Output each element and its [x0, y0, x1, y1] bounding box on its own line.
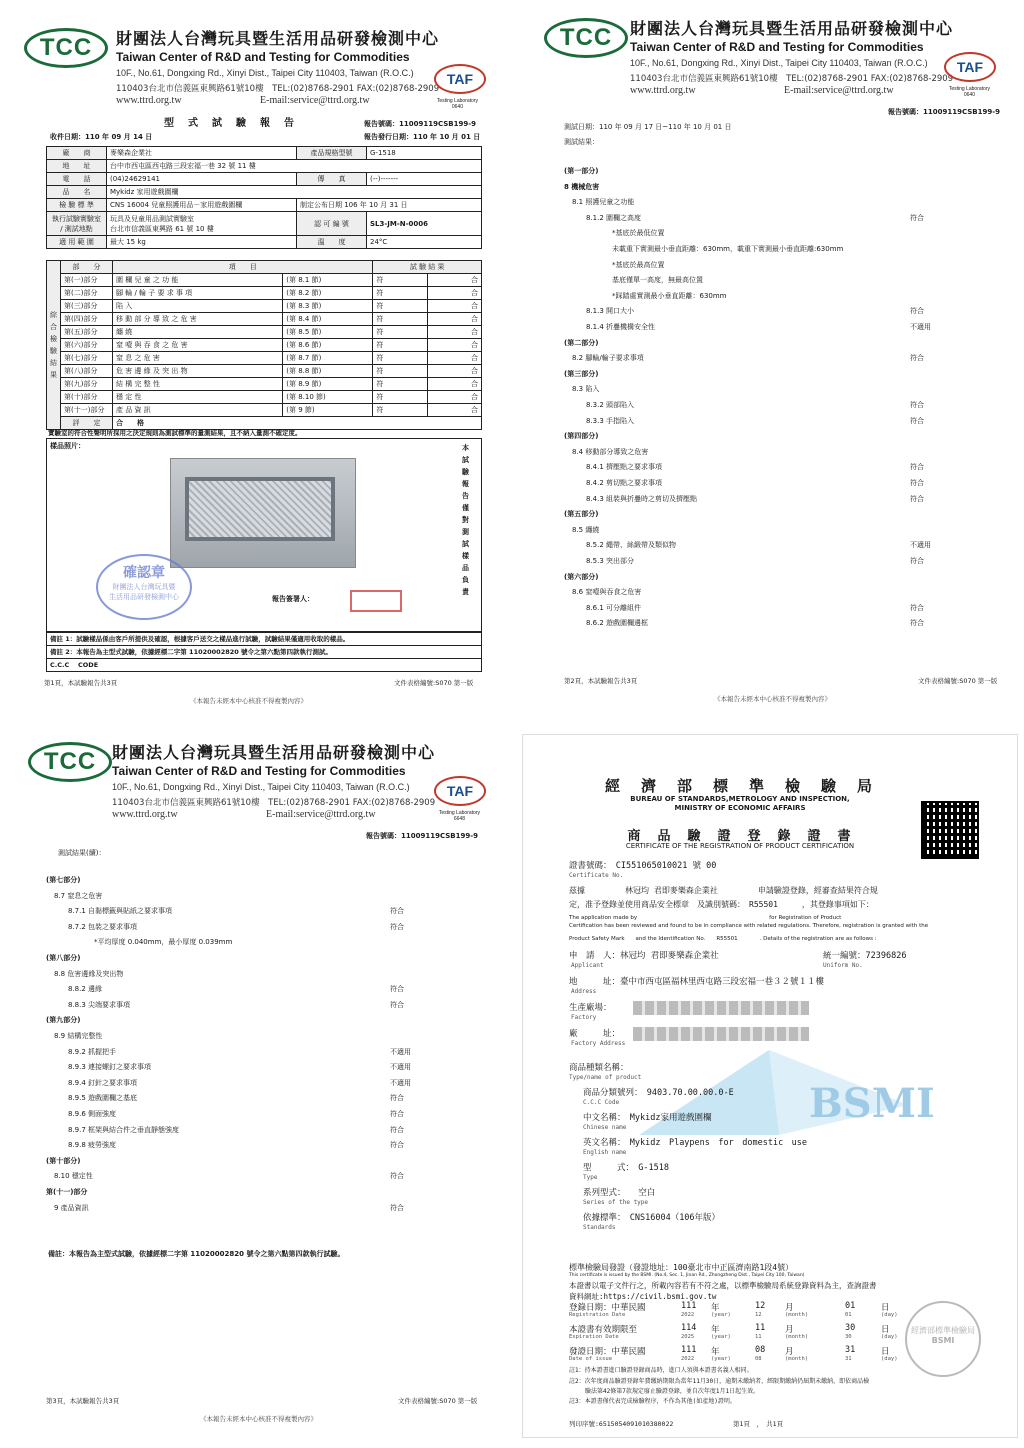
date-unit_y-en: (year)	[711, 1356, 731, 1362]
chinese-name-en: Chinese name	[583, 1124, 627, 1131]
results-table	[46, 260, 482, 430]
approval-line-1: 茲據 林冠均 君即麥樂森企業社 申請驗證登錄，經審查結果符合規	[569, 886, 878, 895]
table-row: C.C.C CODE	[47, 659, 482, 672]
org-name-zh: 財團法人台灣玩具暨生活用品研發檢測中心	[116, 29, 440, 48]
test-item-label: 8.4 移動部分導致之危害	[572, 447, 649, 456]
test-item-label: 8.7.2 包裝之要求事項	[68, 922, 138, 931]
test-item-result: 符合	[390, 1125, 404, 1134]
table-row: 備註 1：試驗樣品係由客戶所提供及確認，根據客戶送交之樣品進行試驗，試驗結果僅適用收取的樣品。	[47, 633, 482, 646]
notes-table	[46, 632, 482, 672]
bsmi-seal: 經濟部標準檢驗局 BSMI	[905, 1301, 981, 1377]
report-info-table	[46, 146, 482, 249]
test-item-label: 8.8 危害邊緣及突出物	[54, 969, 124, 978]
test-item-result: 不適用	[910, 541, 931, 550]
test-item-label: 8.10 穩定性	[54, 1172, 93, 1181]
date-m-en: 11	[755, 1334, 762, 1340]
playpen-image	[185, 477, 335, 541]
test-item-label: 8.9.8 疲勞強度	[68, 1141, 117, 1150]
date-d-en: 30	[845, 1334, 852, 1340]
date-unit_d: 日	[881, 1325, 890, 1335]
note-2: 註2：次年度商品驗證登錄年費繳納期限為當年11月30日，逾期未繳納者，經限期繳納仍屆期未繳納，即依商品檢	[569, 1378, 870, 1385]
address: 地 址：臺中市西屯區福林里西屯路三段宏福一巷３２號１１樓	[569, 977, 825, 987]
test-item-result: 不適用	[910, 323, 931, 331]
approval-en-1: The application made by for Registration of Product	[569, 915, 842, 921]
test-item-result: 符合	[390, 985, 404, 994]
test-item-label: 8 機械危害	[564, 182, 600, 191]
date-unit_y-en: (year)	[711, 1334, 731, 1340]
address-zh: 110403台北市信義區東興路61號10樓 TEL:(02)8768-2901 FAX:(02)8768-2909	[116, 84, 440, 94]
test-item-result: 符合	[390, 1141, 404, 1150]
address-en: 10F., No.61, Dongxing Rd., Xinyi Dist., Taipei City 110403, Taiwan (R.O.C.)	[116, 68, 414, 78]
table-row: 品 名 Mykidz 家用遊戲圍欄	[47, 186, 482, 199]
test-item-result: 符合	[390, 1203, 404, 1212]
date-m-en: 08	[755, 1356, 762, 1362]
factory-address: 廠 址：	[569, 1029, 621, 1039]
report-number: 報告號碼：11009119CSB199-9	[364, 120, 476, 128]
test-date: 測試日期：110 年 09 月 17 日~110 年 10 月 01 日	[564, 123, 732, 131]
applicant-en: Applicant	[571, 962, 604, 969]
signature-stamp	[350, 590, 402, 612]
date-unit_d-en: (day)	[881, 1334, 898, 1340]
standard-en: Standards	[583, 1224, 616, 1231]
test-item-label: *基底於最高位置	[612, 260, 665, 269]
test-item-label: 8.6.2 遊戲圍欄邊框	[586, 619, 649, 628]
taf-logo: TAF	[434, 776, 486, 806]
date-d: 01	[845, 1301, 856, 1311]
issuer-line: 標準檢驗局發證（發證地址：100臺北市中正區濟南路1段4號）	[569, 1263, 794, 1272]
address-en: 10F., No.61, Dongxing Rd., Xinyi Dist., Taipei City 110403, Taiwan (R.O.C.)	[630, 58, 928, 68]
date-unit_d-en: (day)	[881, 1312, 898, 1318]
email: E-mail:service@ttrd.org.tw	[260, 95, 370, 106]
electronic-line: 本證書以電子文件行之，所載內容若有不符之處，以標準檢驗局系統登錄資料為主，查詢證書	[569, 1281, 877, 1290]
table-row: 第(十一)部分 產 品 資 訊 (第 9 節) 符 合	[47, 404, 482, 417]
date-m: 08	[755, 1345, 766, 1355]
org-name-zh: 財團法人台灣玩具暨生活用品研發檢測中心	[630, 19, 954, 38]
test-item-result: 符合	[910, 213, 924, 222]
test-item-label: 8.9.6 側面強度	[68, 1110, 117, 1118]
date-unit_y: 年	[711, 1325, 720, 1335]
date-unit_y: 年	[711, 1303, 720, 1313]
test-item-label: 8.4.1 擠壓點之要求事項	[586, 463, 663, 472]
address-zh: 110403台北市信義區東興路61號10樓 TEL:(02)8768-2901 FAX:(02)8768-2909	[630, 74, 954, 84]
test-item-label: 8.5.2 繩帶、絲緞帶及類似物	[586, 541, 677, 550]
table-header-row: 綜合檢驗結果 部 分 項 目 試 驗 結 果	[47, 261, 482, 274]
date-y-en: 2022	[681, 1356, 695, 1362]
photo-label: 樣品照片：	[50, 442, 85, 450]
test-item-label: 8.5 纏繞	[572, 525, 600, 534]
test-item-label: 8.9.7 框架與結合件之垂直靜態強度	[68, 1125, 180, 1134]
page-footer-left: 第3頁，本試驗報告共3頁	[46, 1397, 120, 1405]
test-item-label: 第(十一)部分	[46, 1188, 88, 1196]
address-zh: 110403台北市信義區東興路61號10樓 TEL:(02)8768-2901 FAX:(02)8768-2909	[112, 798, 436, 808]
test-item-label: 基底僅單一高度，無最高位置	[612, 276, 703, 285]
bureau-name-zh: 經 濟 部 標 準 檢 驗 局	[604, 777, 875, 795]
date-m: 12	[755, 1301, 766, 1311]
test-item-label: 9 產品資訊	[54, 1203, 89, 1212]
table-row: 第(七)部分 窒 息 之 危 害 (第 8.7 節) 符 合	[47, 352, 482, 365]
table-row: 檢 驗 標 準 CNS 16004 兒童照護用品－家用遊戲圍欄 制定公布日期 106 年 10 月 31 日	[47, 199, 482, 212]
test-item-label: 8.4.2 剪切點之要求事項	[586, 479, 663, 487]
report-header	[528, 6, 1018, 112]
test-item-label: (第五部分)	[564, 510, 599, 519]
date-y: 111	[681, 1301, 697, 1311]
page-footer-center: 《本報告未經本中心核准不得複製內容》	[200, 1415, 317, 1423]
test-item-label: 8.6.1 可分離組件	[586, 603, 642, 612]
date-unit_m-en: (month)	[785, 1312, 809, 1318]
test-item-label: (第三部分)	[564, 369, 599, 378]
page-note: 備註：本報告為主型式試驗，依據經標二字第 11020002820 號令之第六點第四款執行試驗。	[48, 1250, 345, 1258]
date-unit_m-en: (month)	[785, 1334, 809, 1340]
date-m-en: 12	[755, 1312, 762, 1318]
taf-logo: TAF	[944, 52, 996, 82]
factory: 生產廠場：	[569, 1003, 612, 1013]
date-unit_d: 日	[881, 1303, 890, 1313]
test-item-label: (第七部分)	[46, 876, 81, 884]
date-unit_m-en: (month)	[785, 1356, 809, 1362]
test-item-result: 符合	[390, 1094, 404, 1103]
approval-en-3: Product Safety Mark and the Identification No. R55501 . Details of the registration are as follows :	[569, 936, 877, 942]
test-item-label: *基底於最低位置	[612, 229, 665, 238]
table-row: 第(六)部分 窒 噎 與 吞 食 之 危 害 (第 8.6 節) 符 合	[47, 339, 482, 352]
table-row: 第(一)部分 圍 欄 兒 童 之 功 能 (第 8.1 節) 符 合	[47, 274, 482, 287]
bureau-name-en1: BUREAU OF STANDARDS,METROLOGY AND INSPECTION,	[630, 795, 850, 803]
cert-number-en: Certificate No.	[569, 872, 624, 879]
page-footer-center: 《本報告未經本中心核准不得複製內容》	[190, 697, 307, 705]
test-item-label: 8.1.4 折疊機構安全性	[586, 323, 656, 331]
standard: 依據標準： CNS16004（106年版）	[583, 1213, 721, 1223]
redacted-factory	[633, 1001, 809, 1015]
date-label-en: Date of issue	[569, 1356, 613, 1362]
test-item-label: 8.9.5 遊戲圍欄之基底	[68, 1094, 138, 1103]
date-label: 登錄日期：中華民國	[569, 1303, 646, 1313]
date-y-en: 2025	[681, 1334, 695, 1340]
org-name-en: Taiwan Center of R&D and Testing for Commodities	[630, 40, 924, 54]
test-item-result: 符合	[910, 619, 924, 628]
date-unit_d: 日	[881, 1347, 890, 1357]
signer-label: 報告簽署人：	[272, 595, 314, 603]
table-row: 第(三)部分 陷 入 (第 8.3 節) 符 合	[47, 300, 482, 313]
side-note: 本試驗報告僅對測試樣品負責	[462, 444, 469, 596]
org-name-en: Taiwan Center of R&D and Testing for Commodities	[116, 50, 410, 64]
issue-date: 報告發行日期：110 年 10 月 01 日	[364, 133, 481, 141]
page-footer-right: 文件表格編號:S070 第一版	[918, 677, 998, 685]
factory-address-en: Factory Address	[571, 1040, 626, 1047]
page-footer-left: 第1頁，本試驗報告共3頁	[44, 679, 118, 687]
confirm-stamp: 確認章 財團法人台灣玩具暨 生活用品研發檢測中心	[96, 554, 192, 620]
factory-en: Factory	[571, 1014, 597, 1021]
test-item-label: 8.1.3 開口大小	[586, 307, 635, 316]
address-en: Address	[571, 988, 597, 995]
test-item-result: 符合	[910, 557, 924, 565]
chinese-name: 中文名稱： Mykidz家用遊戲圍欄	[583, 1113, 712, 1123]
page-count: 第1頁 ， 共1頁	[733, 1420, 784, 1428]
date-label: 發證日期：中華民國	[569, 1347, 646, 1357]
test-item-result: 不適用	[390, 1047, 411, 1056]
electronic-line-2: 資料網址:https://civil.bsmi.gov.tw	[569, 1292, 717, 1301]
page-footer-right: 文件表格編號:S070 第一版	[394, 679, 474, 687]
website: www.ttrd.org.tw	[112, 809, 178, 820]
test-item-result: 符合	[910, 416, 924, 425]
report-header	[10, 724, 512, 830]
page-footer-right: 文件表格編號:S070 第一版	[398, 1397, 478, 1405]
taf-caption: Testing Laboratory 6648	[438, 810, 480, 822]
print-serial: 列印序號:6515054091010380022	[569, 1420, 674, 1428]
approval-en-2: Certification has been reviewed and found to be in compliance with related regulations. Therefore, registration is granted with the	[569, 923, 929, 929]
issuer-en: This certificate is issued by the BSMI. (No.4, Sec. 1, Jinan Rd., Zhongzheng Dist., Taipei City 100, Taiwan)	[569, 1273, 805, 1278]
report-number: 報告號碼：11009119CSB199-9	[366, 832, 478, 840]
page-footer-left: 第2頁，本試驗報告共3頁	[564, 677, 638, 685]
product-type: 商品種類名稱：	[569, 1063, 629, 1073]
taf-logo: TAF	[434, 64, 486, 94]
date-label: 本證書有效期限至	[569, 1325, 638, 1335]
cert-number: 證書號碼： CI551065010021 號 00	[569, 861, 717, 871]
website: www.ttrd.org.tw	[116, 95, 182, 106]
test-item-result: 不適用	[390, 1063, 411, 1072]
test-result-label: 測試結果：	[564, 138, 599, 146]
test-item-result: 符合	[390, 1172, 404, 1181]
test-item-result: 符合	[910, 603, 924, 612]
test-item-label: 8.9.4 釘針之要求事項	[68, 1078, 138, 1087]
test-item-label: 8.3 陷入	[572, 385, 600, 394]
series-en: Series of the type	[583, 1199, 649, 1206]
test-item-result: 符合	[910, 307, 924, 316]
test-item-label: 8.6 窒噎與吞食之危害	[572, 588, 642, 597]
test-result-label: 測試結果(續)：	[58, 849, 106, 857]
date-unit_d-en: (day)	[881, 1356, 898, 1362]
test-item-label: 8.9.3 連接螺釘之要求事項	[68, 1063, 152, 1072]
test-item-label: 8.5.3 突出部分	[586, 557, 635, 565]
table-row: 廠 商 麥樂森企業社 產品規格型號 G-1518	[47, 147, 482, 160]
table-row: 執行試驗實驗室 / 測試地點 玩具及兒童用品測試實驗室 台北市信義區東興路 61 號 10 樓 認 可 編 號 SL3-JM-N-0006	[47, 212, 482, 236]
test-item-label: (第八部分)	[46, 954, 81, 962]
product-type-en: Type/name of product	[569, 1074, 642, 1081]
table-row: 備註 2：本報告為主型式試驗，依據經標二字第 11020002820 號令之第六點第四款執行測試。	[47, 646, 482, 659]
taf-caption: Testing Laboratory 0640	[948, 86, 990, 98]
date-d: 31	[845, 1345, 856, 1355]
uniform-number: 統一編號：72396826	[823, 951, 907, 961]
test-item-result: 符合	[910, 479, 924, 487]
test-item-label: (第二部分)	[564, 338, 599, 347]
test-item-label: 8.8.3 尖端要求事項	[68, 1000, 131, 1009]
test-item-label: 8.7.1 自黏標籤與貼紙之要求事項	[68, 907, 173, 916]
table-row: 第(二)部分 腳 輪 / 輪 子 要 求 事 項 (第 8.2 節) 符 合	[47, 287, 482, 300]
email: E-mail:service@ttrd.org.tw	[266, 809, 376, 820]
report-number: 報告號碼：11009119CSB199-9	[888, 108, 1000, 116]
test-item-label: 8.9.2 抓握把手	[68, 1047, 117, 1056]
test-item-label: 8.3.3 手指陷入	[586, 416, 635, 425]
test-item-label: (第四部分)	[564, 432, 599, 441]
table-row: 地 址 台中市西屯區西屯路三段宏福一巷 32 號 11 樓	[47, 160, 482, 173]
report-page-3	[10, 724, 512, 1436]
test-item-result: 符合	[910, 354, 924, 363]
date-label-en: Expiration Date	[569, 1334, 619, 1340]
table-row: 第(五)部分 纏 繞 (第 8.5 節) 符 合	[47, 326, 482, 339]
test-item-label: *踩踏處實測最小垂直距離：630mm	[612, 291, 727, 300]
tcc-logo: TCC	[544, 18, 628, 58]
receive-date: 收件日期：110 年 09 月 14 日	[50, 133, 153, 141]
table-row: 第(八)部分 危 害 邊 緣 及 突 出 物 (第 8.8 節) 符 合	[47, 365, 482, 378]
model-en: Type	[583, 1174, 598, 1181]
table-row: 第(十)部分 穩 定 性 (第 8.10 節) 符 合	[47, 391, 482, 404]
sample-photo	[170, 458, 356, 568]
date-m: 11	[755, 1323, 766, 1333]
email: E-mail:service@ttrd.org.tw	[784, 85, 894, 96]
test-item-label: (第六部分)	[564, 572, 599, 581]
side-label: 綜合檢驗結果	[47, 261, 61, 430]
report-page-2	[528, 6, 1018, 712]
date-y: 111	[681, 1345, 697, 1355]
test-item-label: (第十部分)	[46, 1156, 81, 1165]
test-item-result: 符合	[910, 401, 924, 409]
table-row: 評 定 合 格	[47, 417, 482, 430]
website: www.ttrd.org.tw	[630, 85, 696, 96]
date-unit_m: 月	[785, 1303, 794, 1313]
watermark-text: BSMI	[809, 1080, 935, 1127]
test-item-label: 8.7 窒息之危害	[54, 891, 103, 900]
test-item-label: 未載重下實測最小垂直距離：630mm，載重下實測最小垂直距離:630mm	[612, 245, 844, 253]
test-item-result: 不適用	[390, 1078, 411, 1087]
test-item-result: 符合	[390, 907, 404, 916]
date-unit_m: 月	[785, 1347, 794, 1357]
english-name-en: English name	[583, 1149, 627, 1156]
date-unit_m: 月	[785, 1325, 794, 1335]
test-item-result: 符合	[910, 463, 924, 472]
test-item-label: (第九部分)	[46, 1016, 81, 1025]
cert-title-zh: 商 品 驗 證 登 錄 證 書	[627, 829, 853, 844]
date-unit_y: 年	[711, 1347, 720, 1357]
date-unit_y-en: (year)	[711, 1312, 731, 1318]
table-row: 第(四)部分 移 動 部 分 導 致 之 危 害 (第 8.4 節) 符 合	[47, 313, 482, 326]
taf-caption: Testing Laboratory 0640	[436, 98, 478, 110]
approval-line-2: 定，准予登錄並使用商品安全標章 及識別號碼： R55501 ，其登錄事項如下：	[569, 900, 874, 909]
address-en: 10F., No.61, Dongxing Rd., Xinyi Dist., Taipei City 110403, Taiwan (R.O.C.)	[112, 782, 410, 792]
model: 型 式： G-1518	[583, 1163, 669, 1173]
test-item-label: 8.3.2 頭部陷入	[586, 401, 635, 409]
table-row: 第(九)部分 結 構 完 整 性 (第 8.9 節) 符 合	[47, 378, 482, 391]
bureau-name-en2: MINISTRY OF ECONOMIC AFFAIRS	[674, 804, 806, 812]
ccc-code-en: C.C.C Code	[583, 1099, 620, 1106]
date-y: 114	[681, 1323, 697, 1333]
test-item-label: *平均厚度 0.040mm，最小厚度 0.039mm	[94, 938, 233, 947]
table-row: 適 用 範 圍 最大 15 kg 溫 度 24°C	[47, 236, 482, 249]
test-item-label: 8.2 腳輪/輪子要求事項	[572, 354, 644, 363]
test-item-label: 8.9 結構完整性	[54, 1032, 103, 1040]
redacted-factory-address	[633, 1027, 809, 1041]
date-d: 30	[845, 1323, 856, 1333]
date-label-en: Registration Date	[569, 1312, 626, 1318]
tcc-logo: TCC	[24, 28, 108, 68]
page-footer-center: 《本報告未經本中心核准不得複製內容》	[714, 695, 831, 703]
cert-title-en: CERTIFICATE OF THE REGISTRATION OF PRODUCT CERTIFICATION	[625, 842, 855, 850]
test-item-label: (第一部分)	[564, 167, 599, 175]
report-page-1	[10, 6, 506, 712]
english-name: 英文名稱： Mykidz Playpens for domestic use	[583, 1138, 808, 1148]
test-item-label: 8.1 照護兒童之功能	[572, 198, 635, 207]
test-item-result: 符合	[390, 1110, 404, 1118]
org-name-zh: 財團法人台灣玩具暨生活用品研發檢測中心	[112, 743, 436, 762]
bsmi-certificate	[522, 734, 1018, 1438]
disclaimer: 實驗室的符合性聲明所採用之決定規則為測試標準的量測結果，且不納入量測不確定度。	[48, 429, 302, 437]
note-1: 註1：持本證書進口驗證登錄商品時，進口人須與本證書名義人相同。	[569, 1367, 753, 1374]
test-item-label: 8.1.2 圍欄之高度	[586, 213, 642, 222]
test-item-label: 8.4.3 組裝與折疊時之剪切及擠壓點	[586, 494, 698, 503]
report-header	[10, 6, 506, 112]
ccc-code: 商品分類號列： 9403.70.00.00.0-E	[583, 1088, 734, 1098]
date-y-en: 2022	[681, 1312, 695, 1318]
test-item-label: 8.8.2 邊緣	[68, 985, 103, 994]
date-d-en: 31	[845, 1356, 852, 1362]
note-2b: 驗法第42條第7款規定廢止驗證登錄，並自次年度1月1日起生效。	[585, 1388, 760, 1395]
test-item-result: 符合	[910, 494, 924, 503]
report-title: 型 式 試 驗 報 告	[164, 118, 296, 129]
table-row: 電 話 (04)24629141 傳 真 (--)-------	[47, 173, 482, 186]
test-item-result: 符合	[390, 1000, 404, 1009]
uniform-number-en: Uniform No.	[823, 962, 863, 969]
date-d-en: 01	[845, 1312, 852, 1318]
applicant: 申 請 人：林冠均 君即麥樂森企業社	[569, 951, 719, 961]
org-name-en: Taiwan Center of R&D and Testing for Commodities	[112, 764, 406, 778]
tcc-logo: TCC	[28, 742, 112, 782]
note-3: 註3：本證書僅代表完成檢驗程序，不作為其他(如產地)證明。	[569, 1398, 736, 1405]
series: 系列型式： 空白	[583, 1188, 656, 1198]
test-item-result: 符合	[390, 922, 404, 931]
